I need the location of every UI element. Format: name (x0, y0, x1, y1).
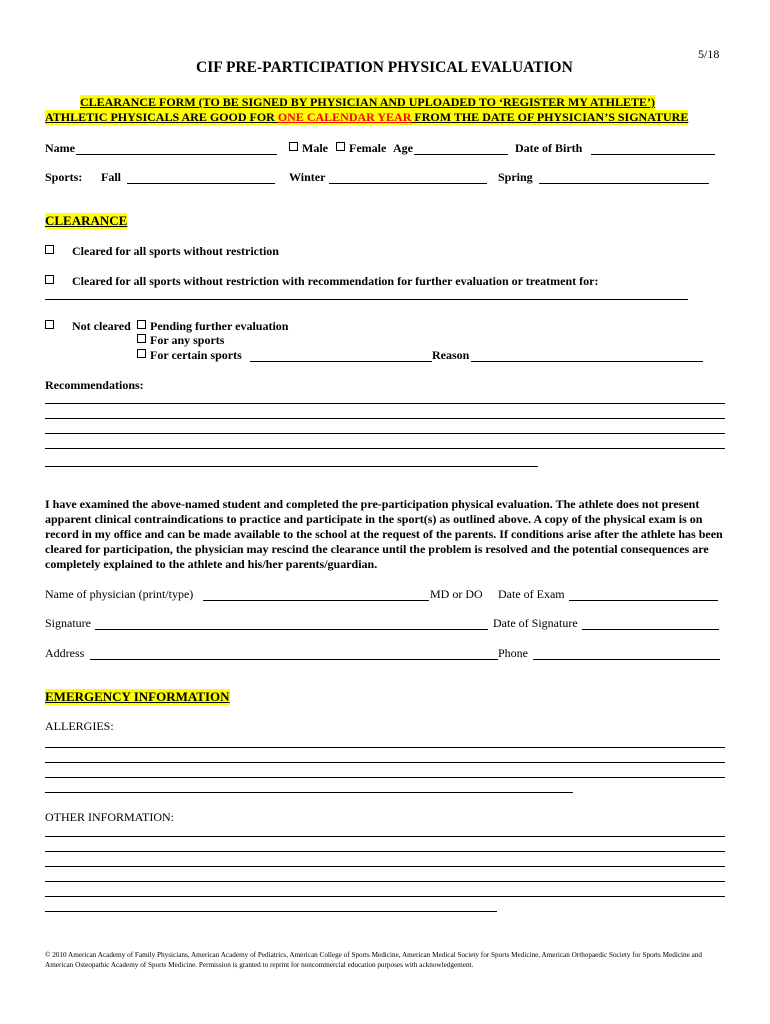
clearance-heading: CLEARANCE (45, 213, 128, 228)
reason-line (471, 361, 703, 362)
recommendations-line-1[interactable] (45, 403, 725, 404)
dob-input[interactable] (593, 140, 713, 154)
name-line (76, 154, 277, 155)
fall-label: Fall (101, 170, 121, 184)
not-cleared-checkbox[interactable] (45, 320, 54, 329)
physician-name-label: Name of physician (print/type) (45, 587, 194, 601)
cleared-recommend-label: Cleared for all sports without restriction with recommendation for further evaluation or treatment for: (72, 274, 599, 288)
certain-sports-checkbox[interactable] (137, 349, 146, 358)
other-info-line-5[interactable] (45, 896, 725, 897)
cleared-all-option[interactable] (45, 244, 58, 259)
phone-line (533, 659, 720, 660)
certain-sports-option[interactable] (137, 348, 242, 363)
recommendations-line-4[interactable] (45, 448, 725, 449)
sig-date-input[interactable] (584, 615, 717, 629)
certain-sports-input[interactable] (252, 347, 430, 361)
other-info-line-2[interactable] (45, 851, 725, 852)
header-clearance-line: CLEARANCE FORM (TO BE SIGNED BY PHYSICIAN AND UPLOADED TO ‘REGISTER MY ATHLETE’) (80, 95, 655, 109)
pending-checkbox[interactable] (137, 320, 146, 329)
reason-input[interactable] (473, 347, 701, 361)
emergency-heading: EMERGENCY INFORMATION (45, 689, 230, 704)
certain-sports-label: For certain sports (150, 348, 242, 362)
validity-text-end: FROM THE DATE OF PHYSICIAN’S SIGNATURE (411, 110, 689, 124)
fall-line (127, 183, 275, 184)
fall-input[interactable] (129, 169, 273, 183)
winter-label: Winter (289, 170, 326, 184)
address-label: Address (45, 646, 85, 660)
name-input[interactable] (78, 140, 275, 154)
cleared-all-checkbox[interactable] (45, 245, 54, 254)
spring-label: Spring (498, 170, 533, 184)
recommendations-line-2[interactable] (45, 418, 725, 419)
certain-sports-line (250, 361, 432, 362)
not-cleared-option[interactable] (45, 319, 58, 334)
other-info-line-1[interactable] (45, 836, 725, 837)
form-version: 5/18 (698, 47, 720, 61)
validity-text-start: ATHLETIC PHYSICALS ARE GOOD FOR (45, 110, 278, 124)
reason-label: Reason (432, 348, 470, 362)
phone-label: Phone (498, 646, 528, 660)
allergies-label: ALLERGIES: (45, 719, 114, 733)
age-line (414, 154, 508, 155)
recommendations-line-5[interactable] (45, 466, 538, 467)
exam-date-input[interactable] (571, 586, 716, 600)
other-info-line-6[interactable] (45, 911, 497, 912)
address-input[interactable] (92, 645, 496, 659)
sports-label: Sports: (45, 170, 83, 184)
cleared-all-label: Cleared for all sports without restriction (72, 244, 279, 258)
cleared-recommend-checkbox[interactable] (45, 275, 54, 284)
name-label: Name (45, 141, 75, 155)
spring-line (539, 183, 709, 184)
address-line (90, 659, 498, 660)
female-option[interactable] (336, 141, 386, 156)
female-checkbox[interactable] (336, 142, 345, 151)
validity-emphasis: ONE CALENDAR YEAR (277, 110, 412, 124)
phone-input[interactable] (535, 645, 718, 659)
male-option[interactable] (289, 141, 328, 156)
spring-input[interactable] (541, 169, 707, 183)
sig-date-line (582, 629, 719, 630)
male-label: Male (302, 141, 328, 155)
other-info-line-4[interactable] (45, 881, 725, 882)
not-cleared-label: Not cleared (72, 319, 131, 333)
dob-label: Date of Birth (515, 141, 583, 155)
male-checkbox[interactable] (289, 142, 298, 151)
age-input[interactable] (416, 140, 506, 154)
exam-date-line (569, 600, 718, 601)
pending-option[interactable] (137, 319, 288, 334)
pending-label: Pending further evaluation (150, 319, 289, 333)
allergies-line-3[interactable] (45, 777, 725, 778)
other-info-label: OTHER INFORMATION: (45, 810, 174, 824)
recommendations-line-3[interactable] (45, 433, 725, 434)
allergies-line-1[interactable] (45, 747, 725, 748)
female-label: Female (349, 141, 387, 155)
recommendations-label: Recommendations: (45, 378, 144, 392)
allergies-line-4[interactable] (45, 792, 573, 793)
age-label: Age (393, 141, 413, 155)
any-sports-option[interactable] (137, 333, 224, 348)
sig-date-label: Date of Signature (493, 616, 578, 630)
other-info-line-3[interactable] (45, 866, 725, 867)
copyright-footer: © 2010 American Academy of Family Physicians, American Academy of Pediatrics, American College of Sports Medicine, American Medical Society for Sports Medicine, American Orthopaedic Society for Sports Medicine and American Osteopathic Academy of Sports Medicine. Permission is granted to reprint for noncommercial education purposes with acknowledgement. (45, 951, 702, 969)
page-title: CIF PRE-PARTICIPATION PHYSICAL EVALUATION (196, 59, 573, 76)
dob-line (591, 154, 715, 155)
signature-label: Signature (45, 616, 91, 630)
cleared-recommend-option[interactable] (45, 274, 58, 289)
physician-statement: I have examined the above-named student and completed the pre-participation physical evaluation. The athlete does not present apparent clinical contraindications to practice and participate in the sport(s) as outlined above. A copy of the physical exam is on record in my office and can be made available to the school at the request of the parents. If conditions arise after the athlete has been cleared for participation, the physician may rescind the clearance until the problem is resolved and the potential consequences are completely explained to the athlete and his/her parents/guardian. (45, 497, 723, 571)
winter-line (329, 183, 487, 184)
physician-name-line (203, 600, 429, 601)
winter-input[interactable] (331, 169, 485, 183)
allergies-line-2[interactable] (45, 762, 725, 763)
any-sports-checkbox[interactable] (137, 334, 146, 343)
recommend-for-line (45, 299, 688, 300)
header-validity-line (45, 110, 688, 125)
physician-name-input[interactable] (205, 586, 427, 600)
exam-date-label: Date of Exam (498, 587, 565, 601)
any-sports-label: For any sports (150, 333, 225, 347)
signature-line[interactable] (95, 629, 488, 630)
md-do-label: MD or DO (430, 587, 483, 601)
